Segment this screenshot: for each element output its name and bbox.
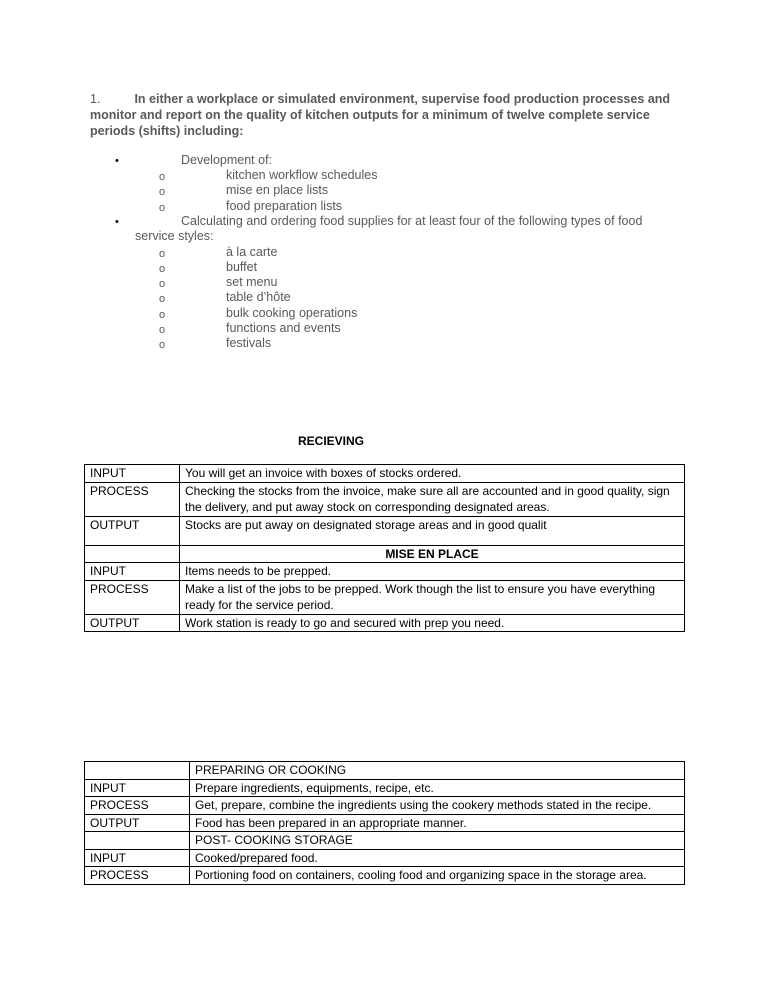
- row-text: Checking the stocks from the invoice, make sure all are accounted and in good quality, sign the delivery, and put away stock on corresponding designated areas.: [180, 482, 685, 516]
- row-label: PROCESS: [85, 580, 180, 614]
- receiving-table: [84, 464, 685, 632]
- row-label: OUTPUT: [85, 814, 190, 832]
- row-label: OUTPUT: [85, 614, 180, 632]
- table-row: [85, 762, 685, 780]
- list-item-development: Development of:: [181, 153, 273, 167]
- row-label: INPUT: [85, 779, 190, 797]
- table-row: [85, 814, 685, 832]
- sub-bullet-icon: o: [159, 171, 166, 183]
- sub-bullet-icon: o: [159, 324, 166, 336]
- table-row: [85, 580, 685, 614]
- table-row: [85, 779, 685, 797]
- bullet-icon: •: [115, 216, 119, 228]
- sub-bullet-icon: o: [159, 186, 166, 198]
- table-row: [85, 849, 685, 867]
- sub-list-item: set menu: [226, 275, 278, 289]
- sub-list-item: festivals: [226, 336, 272, 350]
- row-text: Work station is ready to go and secured with prep you need.: [180, 614, 685, 632]
- sub-bullet-icon: o: [159, 278, 166, 290]
- receiving-title: RECIEVING: [298, 434, 365, 448]
- row-text: Get, prepare, combine the ingredients using the cookery methods stated in the recipe.: [190, 797, 685, 815]
- row-label-empty: [85, 832, 190, 850]
- row-text: Cooked/prepared food.: [190, 849, 685, 867]
- sub-list-item: à la carte: [226, 245, 278, 259]
- row-label: INPUT: [85, 849, 190, 867]
- sub-list-item: bulk cooking operations: [226, 306, 358, 320]
- table-row: [85, 482, 685, 516]
- table-row: [85, 516, 685, 545]
- row-label-empty: [85, 545, 180, 563]
- row-label-empty: [85, 762, 190, 780]
- sub-bullet-icon: o: [159, 263, 166, 275]
- row-label: INPUT: [85, 465, 180, 483]
- section-heading: [90, 91, 690, 139]
- table-row: [85, 832, 685, 850]
- row-text: Food has been prepared in an appropriate manner.: [190, 814, 685, 832]
- row-label: PROCESS: [85, 797, 190, 815]
- sub-list-item: functions and events: [226, 321, 341, 335]
- list-item-calculating: Calculating and ordering food supplies for at least four of the following types of food: [181, 214, 643, 228]
- sub-list-item: mise en place lists: [226, 183, 329, 197]
- row-label: PROCESS: [85, 482, 180, 516]
- heading-text: In either a workplace or simulated environment, supervise food production processes and monitor and report on the quality of kitchen outputs for a minimum of twelve complete service periods (shifts) including:: [90, 92, 670, 138]
- row-label: PROCESS: [85, 867, 190, 885]
- sub-bullet-icon: o: [159, 248, 166, 260]
- table-row: [85, 545, 685, 563]
- row-text: Make a list of the jobs to be prepped. Work though the list to ensure you have everything ready for the service period.: [180, 580, 685, 614]
- row-text: Items needs to be prepped.: [180, 563, 685, 581]
- sub-list-item: table d’hôte: [226, 290, 291, 304]
- row-label: OUTPUT: [85, 516, 180, 545]
- row-text: Portioning food on containers, cooling food and organizing space in the storage area.: [190, 867, 685, 885]
- row-text: You will get an invoice with boxes of stocks ordered.: [180, 465, 685, 483]
- sub-list-item: kitchen workflow schedules: [226, 168, 378, 182]
- sub-bullet-icon: o: [159, 339, 166, 351]
- preparing-table: [84, 761, 685, 885]
- post-cooking-title: POST- COOKING STORAGE: [190, 832, 685, 850]
- table-row: [85, 614, 685, 632]
- mise-en-place-title: MISE EN PLACE: [180, 545, 685, 563]
- sub-bullet-icon: o: [159, 309, 166, 321]
- bullet-icon: •: [115, 155, 119, 167]
- sub-list-item: food preparation lists: [226, 199, 343, 213]
- sub-bullet-icon: o: [159, 202, 166, 214]
- heading-number: 1.: [90, 92, 101, 106]
- table-row: [85, 465, 685, 483]
- table-row: [85, 563, 685, 581]
- table-row: [85, 797, 685, 815]
- row-text: Stocks are put away on designated storage areas and in good qualit: [180, 516, 685, 545]
- preparing-title: PREPARING OR COOKING: [190, 762, 685, 780]
- sub-list-item: buffet: [226, 260, 258, 274]
- list-item-calculating-cont: service styles:: [135, 229, 214, 243]
- row-label: INPUT: [85, 563, 180, 581]
- sub-bullet-icon: o: [159, 293, 166, 305]
- row-text: Prepare ingredients, equipments, recipe, etc.: [190, 779, 685, 797]
- table-row: [85, 867, 685, 885]
